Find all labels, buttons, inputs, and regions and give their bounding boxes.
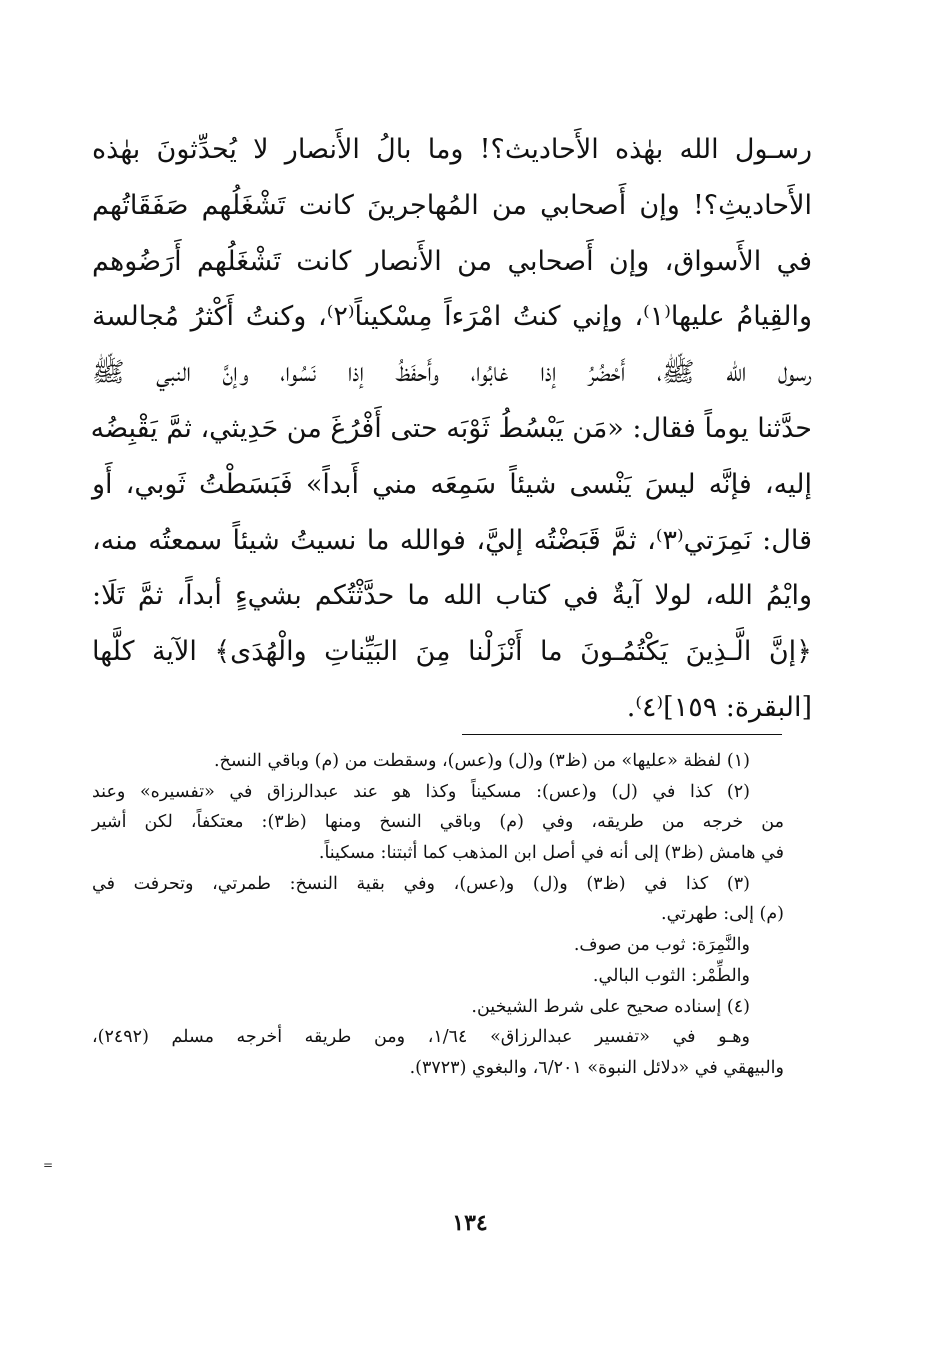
main-text-line-11: [البقرة: ١٥٩]⁽٤⁾.	[626, 691, 812, 723]
footnote-3-line-2: (م) إلى: طهرتي.	[661, 904, 784, 925]
main-text-line-5: رسول الله ﷺ، أَحْضُرُ إذا غابُوا، وأَحفَظُ إذا نَسُوا، وإنَّ النبي ﷺ	[92, 357, 812, 389]
main-text-line-4: والقِيامُ عليها⁽١⁾، وإني كنتُ امْرَءاً مِسْكيناً⁽٢⁾، وكنتُ أَكْثرُ مُجالسة	[92, 301, 813, 333]
main-text-line-10: ﴿إنَّ الَّـذِينَ يَكْتُمُـونَ ما أَنْزَلْنا مِنَ البَيِّناتِ والْهُدَى﴾ الآية كلَّها	[92, 636, 812, 668]
footnote-3-line-3: والنَّمِرَة: ثوب من صوف.	[573, 935, 750, 956]
footnote-2-line-3: في هامش (ظ٣) إلى أنه في أصل ابن المذهب كما أثبتنا: مسكيناً.	[318, 843, 784, 864]
main-text-line-1: رسـول الله بهٰذه الأَحاديث؟! وما بالُ الأَنصار لا يُحدِّثونَ بهٰذه	[92, 134, 812, 165]
main-text-body	[92, 122, 812, 736]
footnote-divider	[462, 734, 782, 735]
footnote-3-line-4: والطِّمْر: الثوب البالي.	[592, 965, 750, 986]
footnote-4-line-1: (٤) إسناده صحيح على شرط الشيخين.	[471, 996, 750, 1017]
footnote-4-line-3: والبيهقي في «دلائل النبوة» ٦/٢٠١، والبغوي (٣٧٢٣).	[409, 1057, 784, 1078]
footnote-1-line-1: (١) لفظة «عليها» من (ظ٣) و(ل) و(عس)، وسقطت من (م) وباقي النسخ.	[213, 751, 750, 771]
main-text-line-2: الأَحاديثِ؟! وإن أَصحابي من المُهاجرينَ كانت تَشْغَلُهم صَفَقَاتُهم	[92, 189, 812, 221]
main-text-line-6: حدَّثنا يوماً فقال: «مَن يَبْسُطُ ثَوْبَه حتى أَفْرُغَ من حَدِيثي، ثمَّ يَقْبِضُه	[90, 412, 812, 444]
page-number: ١٣٤	[452, 1210, 488, 1236]
main-text-line-7: إليه، فإنَّه ليسَ يَنْسى شيئاً سَمِعَه مني أَبداً» فَبَسَطْتُ ثَوبي، أَو	[92, 468, 812, 500]
footnote-2-line-2: من خرجه من طريقه، وفي (م) وباقي النسخ ومنها (ظ٣): معتكفاً، لكن أشير	[92, 812, 784, 833]
main-text-line-8: قال: نَمِرَتي⁽٣⁾، ثمَّ قَبَضْتُه إليَّ، فوالله ما نسيتُ شيئاً سمعتُه منه،	[92, 524, 812, 556]
footnote-2-line-1: (٢) كذا في (ل) و(عس): مسكيناً وكذا هو عند عبدالرزاق في «تفسيره» وعند	[92, 781, 750, 802]
margin-mark: =	[43, 1158, 54, 1172]
footnote-3-line-1: (٣) كذا في (ظ٣) و(ل) و(عس)، وفي بقية النسخ: طمرتي، وتحرفت في	[92, 873, 750, 894]
main-text-line-9: وايْمُ الله، لولا آيةٌ في كتاب الله ما حدَّثْتُكم بشيءٍ أبداً، ثمَّ تَلَا:	[92, 580, 812, 612]
footnotes-section	[92, 746, 784, 1084]
main-text-line-3: في الأَسواق، وإن أَصحابي من الأَنصار كانت تَشْغَلُهم أَرَضُوهم	[92, 245, 812, 277]
footnote-4-line-2: وهـو في «تفسير عبدالرزاق» ١/٦٤، ومن طريقه أخرجه مسلم (٢٤٩٢)،	[92, 1027, 750, 1048]
